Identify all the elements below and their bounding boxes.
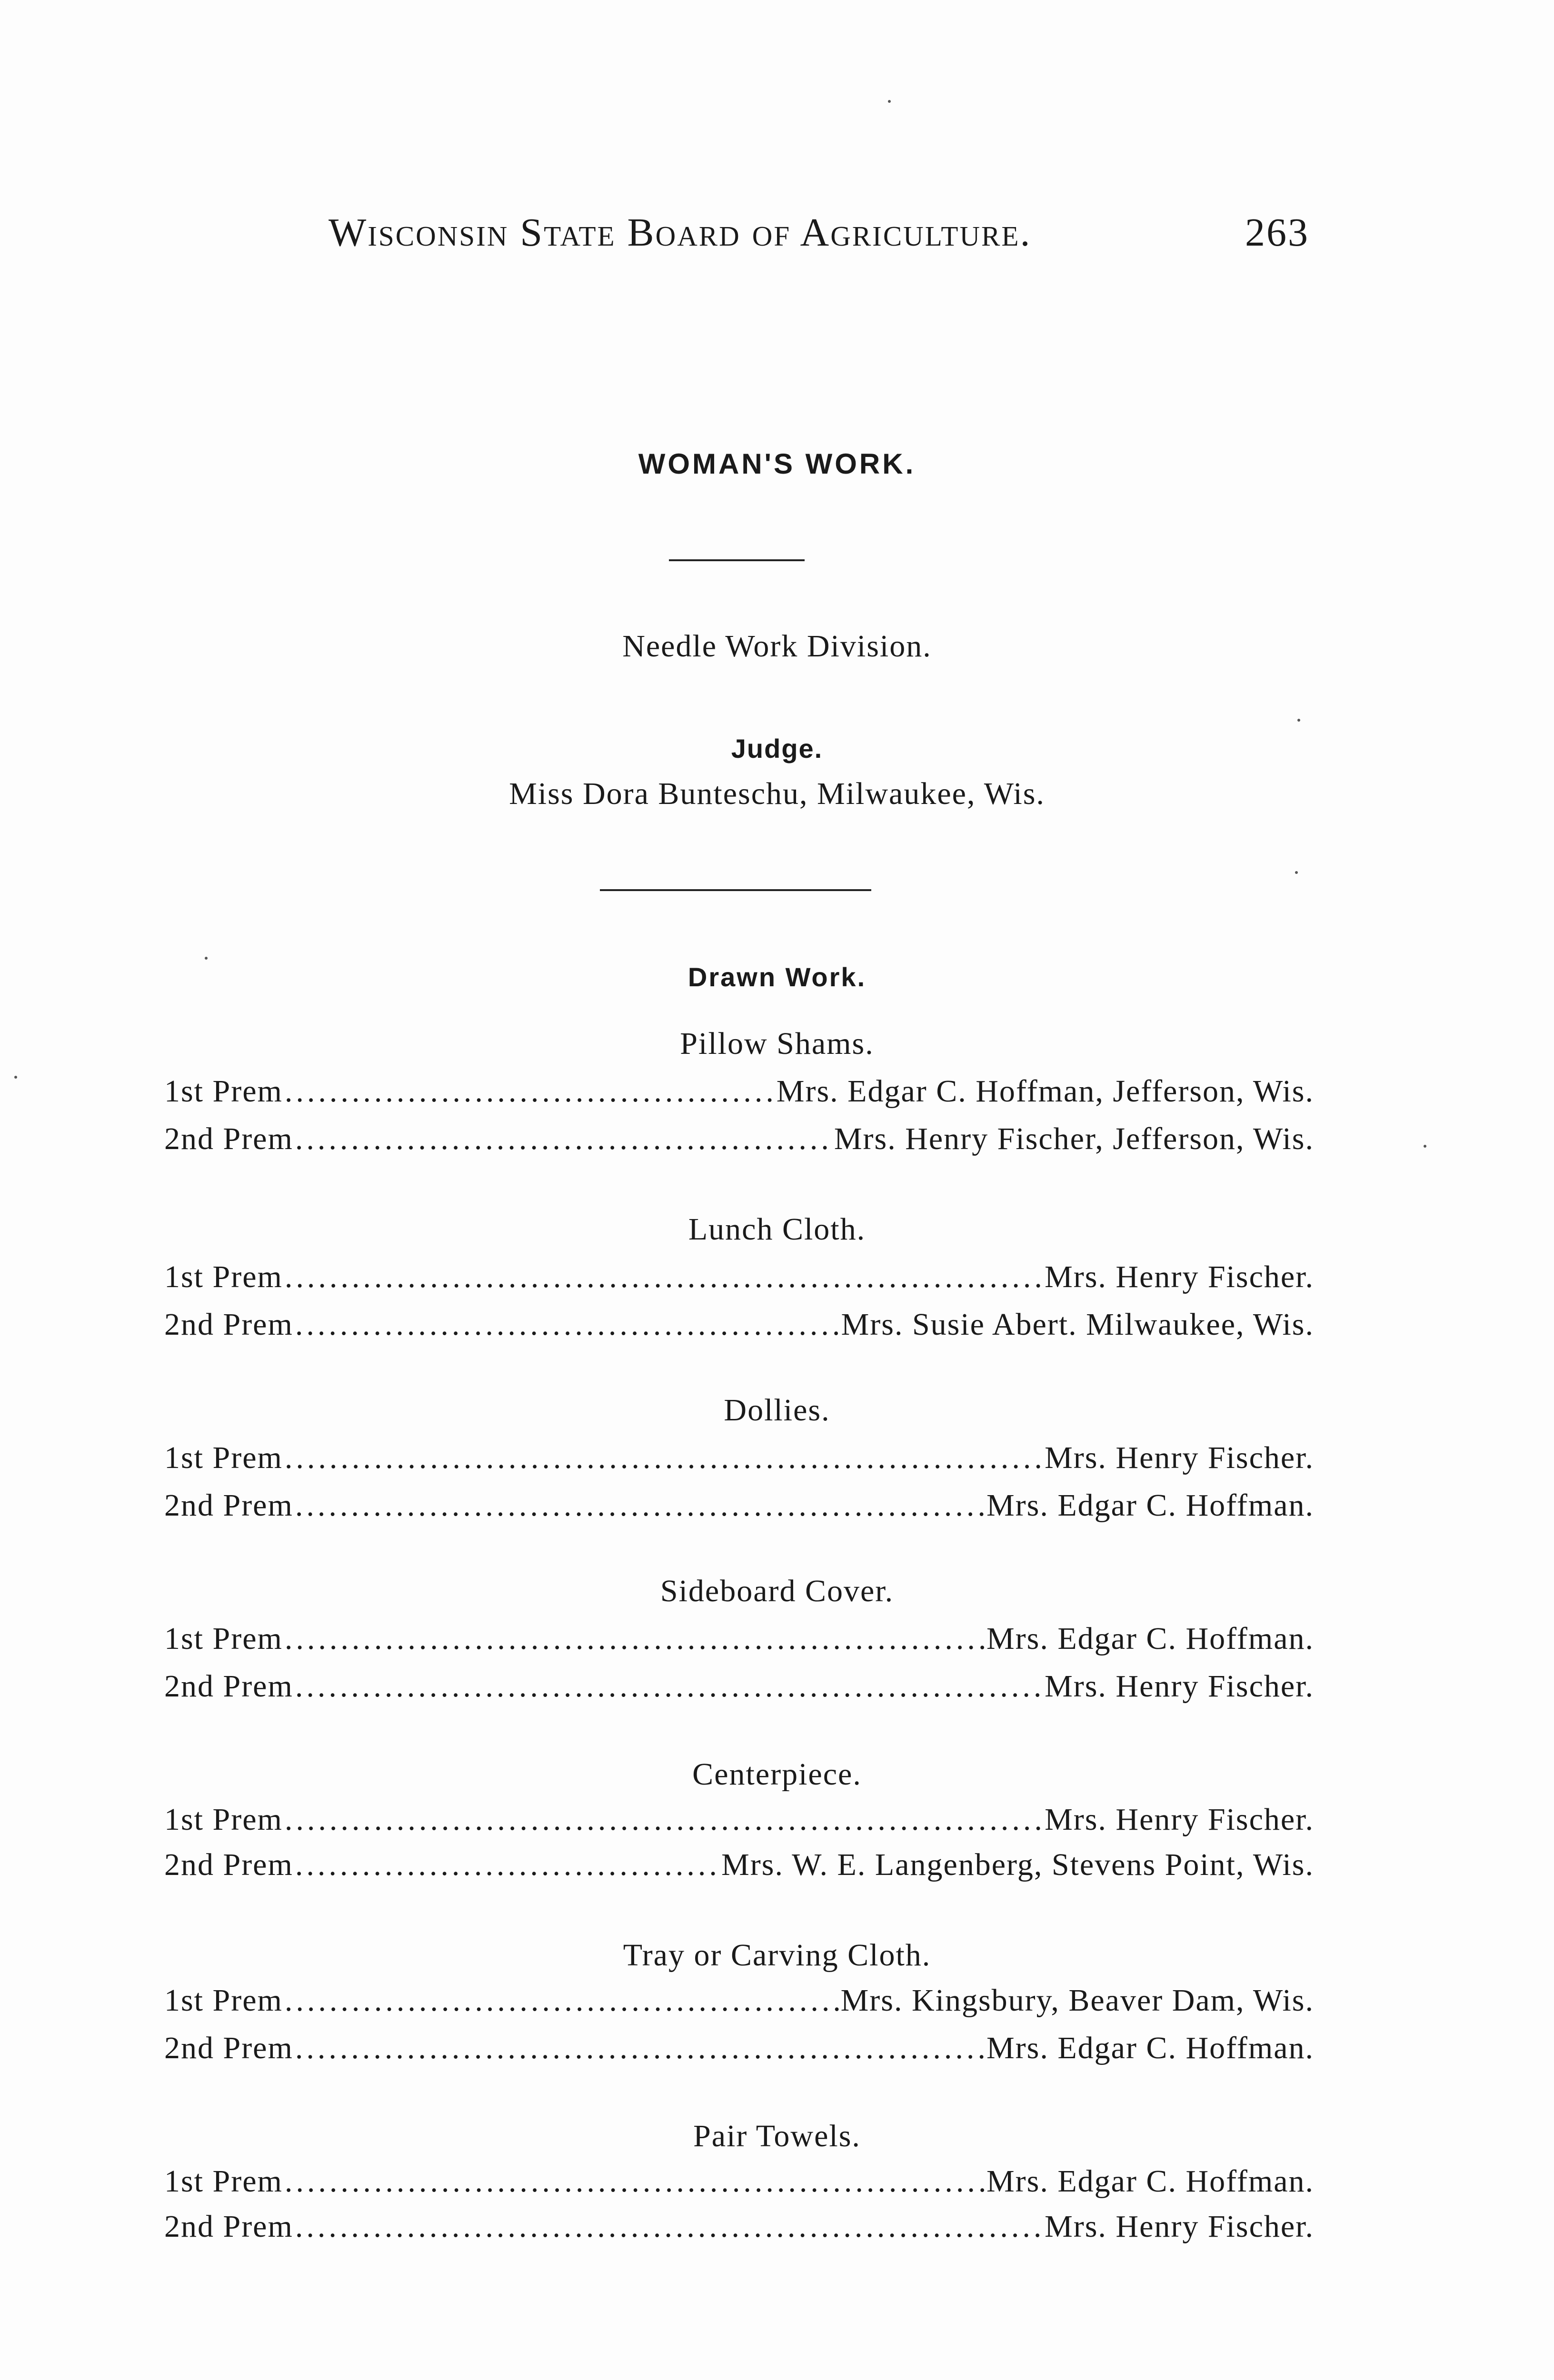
award-row	[164, 1802, 1314, 1838]
category-heading: Sideboard Cover.	[660, 1574, 894, 1608]
dot-leader	[295, 1307, 839, 1343]
winner-name: Mrs. W. E. Langenberg, Stevens Point, Wis.	[721, 1847, 1314, 1882]
award-row	[164, 1440, 1314, 1476]
winner-name: Mrs. Henry Fischer.	[1045, 1440, 1314, 1475]
winner-name: Mrs. Edgar C. Hoffman.	[986, 1488, 1314, 1523]
scan-speck	[14, 1076, 17, 1079]
dot-leader	[285, 1073, 775, 1110]
category-heading: Tray or Carving Cloth.	[623, 1938, 931, 1973]
premium-label: 2nd Prem	[164, 1669, 293, 1704]
winner-name: Mrs. Henry Fischer.	[1045, 1669, 1314, 1704]
award-row	[164, 1121, 1314, 1157]
category-heading: Lunch Cloth.	[688, 1212, 866, 1247]
dot-leader	[285, 1259, 1043, 1295]
award-row	[164, 2163, 1314, 2200]
premium-label: 1st Prem	[164, 1440, 283, 1475]
premium-label: 2nd Prem	[164, 2209, 293, 2244]
dot-leader	[285, 1621, 985, 1657]
category-heading: Pillow Shams.	[680, 1026, 874, 1061]
running-title: Wisconsin State Board of Agriculture.	[329, 210, 1032, 255]
dot-leader	[295, 2030, 985, 2066]
winner-name: Mrs. Henry Fischer.	[1045, 1259, 1314, 1294]
scan-speck	[1297, 719, 1300, 722]
premium-label: 1st Prem	[164, 1983, 283, 2018]
winner-name: Mrs. Henry Fischer.	[1045, 2209, 1314, 2244]
scan-speck	[1424, 1145, 1426, 1148]
divider-long	[600, 889, 871, 891]
award-row	[164, 1259, 1314, 1295]
winner-name: Mrs. Henry Fischer.	[1045, 1802, 1314, 1837]
winner-name: Mrs. Edgar C. Hoffman.	[986, 2031, 1314, 2065]
premium-label: 2nd Prem	[164, 1488, 293, 1523]
premium-label: 1st Prem	[164, 2164, 283, 2199]
divider-short	[669, 559, 805, 561]
award-row	[164, 1073, 1314, 1110]
dot-leader	[285, 1440, 1043, 1476]
premium-label: 1st Prem	[164, 1621, 283, 1656]
running-head	[329, 209, 1309, 256]
dot-leader	[285, 1802, 1043, 1838]
section-title: WOMAN'S WORK.	[638, 448, 916, 480]
winner-name: Mrs. Susie Abert. Milwaukee, Wis.	[841, 1307, 1314, 1342]
winner-name: Mrs. Kingsbury, Beaver Dam, Wis.	[840, 1983, 1314, 2018]
dot-leader	[295, 1488, 985, 1524]
winner-name: Mrs. Edgar C. Hoffman, Jefferson, Wis.	[776, 1074, 1314, 1109]
premium-label: 2nd Prem	[164, 1847, 293, 1882]
award-row	[164, 1621, 1314, 1657]
award-row	[164, 1983, 1314, 2019]
award-row	[164, 1668, 1314, 1705]
award-row	[164, 2030, 1314, 2066]
scan-speck	[1295, 871, 1298, 874]
winner-name: Mrs. Edgar C. Hoffman.	[986, 1621, 1314, 1656]
category-heading: Dollies.	[724, 1393, 830, 1428]
premium-label: 1st Prem	[164, 1259, 283, 1294]
judge-name: Miss Dora Bunteschu, Milwaukee, Wis.	[509, 776, 1045, 811]
dot-leader	[295, 1847, 719, 1883]
scan-speck	[205, 957, 208, 960]
dot-leader	[285, 1983, 839, 2019]
premium-label: 1st Prem	[164, 1074, 283, 1109]
award-row	[164, 1847, 1314, 1883]
premium-label: 1st Prem	[164, 1802, 283, 1837]
winner-name: Mrs. Henry Fischer, Jefferson, Wis.	[834, 1121, 1314, 1156]
dot-leader	[295, 2209, 1043, 2245]
winner-name: Mrs. Edgar C. Hoffman.	[986, 2164, 1314, 2199]
division-heading: Needle Work Division.	[622, 629, 932, 664]
category-heading: Pair Towels.	[693, 2119, 861, 2153]
dot-leader	[285, 2163, 985, 2200]
premium-label: 2nd Prem	[164, 2031, 293, 2065]
page-number: 263	[1245, 210, 1309, 255]
premium-label: 2nd Prem	[164, 1121, 293, 1156]
dot-leader	[295, 1121, 832, 1157]
judge-label: Judge.	[731, 734, 823, 764]
subsection-heading: Drawn Work.	[687, 962, 867, 992]
award-row	[164, 2209, 1314, 2245]
dot-leader	[295, 1668, 1043, 1705]
award-row	[164, 1488, 1314, 1524]
award-row	[164, 1307, 1314, 1343]
premium-label: 2nd Prem	[164, 1307, 293, 1342]
scan-speck	[888, 100, 891, 103]
category-heading: Centerpiece.	[692, 1757, 862, 1792]
